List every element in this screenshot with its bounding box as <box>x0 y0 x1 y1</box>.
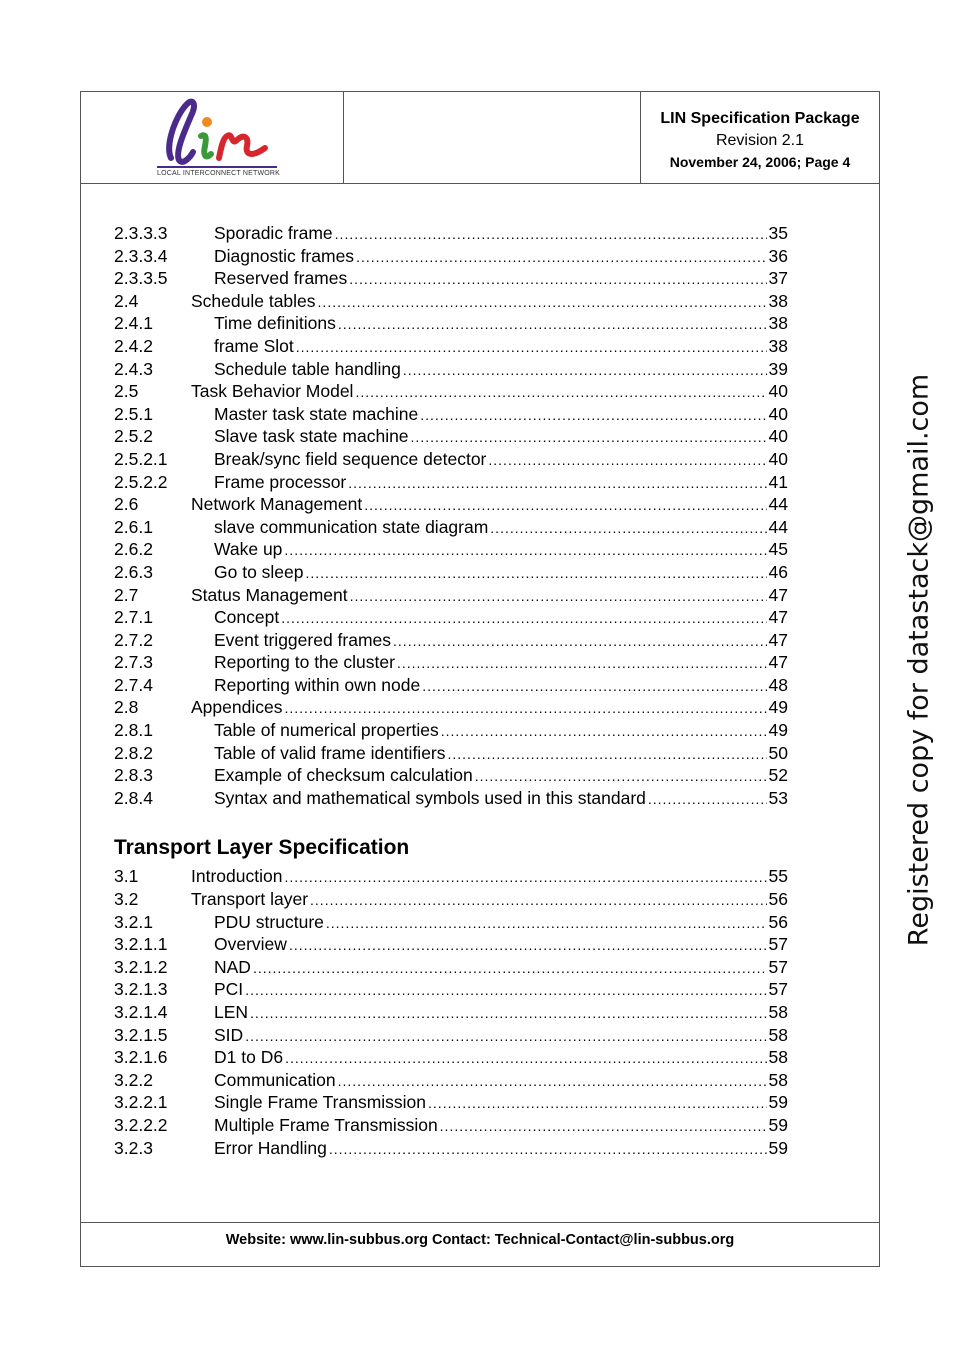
toc-leader-dots <box>350 585 767 608</box>
toc-entry-page: 49 <box>768 720 788 741</box>
toc-entry-line <box>214 1114 788 1138</box>
toc-leader-dots <box>441 720 767 743</box>
toc-entry-line <box>214 674 788 698</box>
toc-entry-page: 58 <box>768 1002 788 1022</box>
toc-entry-title: Task Behavior Model <box>191 381 354 402</box>
toc-entry[interactable] <box>114 719 788 742</box>
toc-entry-line <box>191 584 788 608</box>
toc-entry-title: Diagnostic frames <box>214 245 355 266</box>
toc-entry-page: 59 <box>768 1092 788 1113</box>
toc-entry-number: 3.2.1.5 <box>114 1024 168 1045</box>
toc-leader-dots <box>356 246 766 269</box>
toc-entry-page: 45 <box>768 539 788 560</box>
toc-leader-dots <box>428 1092 767 1115</box>
toc-entry-page: 44 <box>768 494 788 515</box>
toc-entry-line <box>214 606 788 630</box>
toc-leader-dots <box>289 934 767 957</box>
toc-list-part1 <box>114 222 788 809</box>
toc-entry-line <box>214 538 788 562</box>
toc-leader-dots <box>253 957 767 980</box>
toc-entry[interactable] <box>114 538 788 561</box>
toc-entry-page: 38 <box>768 335 788 356</box>
toc-entry-page: 57 <box>768 934 788 955</box>
toc-entry-page: 40 <box>768 448 788 469</box>
toc-entry-title: Appendices <box>191 697 283 718</box>
toc-entry-page: 46 <box>768 561 788 582</box>
toc-entry-number: 2.3.3.4 <box>114 245 168 266</box>
toc-entry-number: 2.6.3 <box>114 561 153 582</box>
toc-entry-title: Concept <box>214 607 280 628</box>
page-footer: Website: www.lin-subbus.org Contact: Technical-Contact@lin-subbus.org <box>81 1222 879 1267</box>
toc-leader-dots <box>355 381 766 404</box>
toc-entry[interactable] <box>114 1024 788 1047</box>
toc-entry-page: 40 <box>768 381 788 402</box>
toc-entry-number: 3.2.2.2 <box>114 1114 168 1135</box>
toc-entry[interactable] <box>114 312 788 335</box>
toc-entry[interactable] <box>114 978 788 1001</box>
toc-entry-title: frame Slot <box>214 335 294 356</box>
toc-entry-title: Reporting to the cluster <box>214 652 395 673</box>
toc-entry[interactable] <box>114 425 788 448</box>
toc-entry[interactable] <box>114 471 788 494</box>
section-heading: Transport Layer Specification <box>114 836 410 860</box>
toc-entry[interactable] <box>114 933 788 956</box>
toc-entry[interactable] <box>114 696 788 719</box>
toc-entry[interactable] <box>114 764 788 787</box>
toc-entry-line <box>214 651 788 675</box>
toc-entry-number: 2.6.1 <box>114 516 153 537</box>
toc-entry-title: Go to sleep <box>214 561 304 582</box>
lin-logo <box>157 96 277 170</box>
toc-leader-dots <box>349 268 766 291</box>
toc-entry-line <box>214 222 788 246</box>
toc-entry-number: 3.1 <box>114 866 139 887</box>
toc-list-part2 <box>114 865 788 1159</box>
toc-entry-line <box>191 888 788 912</box>
toc-entry-number: 2.8.1 <box>114 720 153 741</box>
toc-entry[interactable] <box>114 516 788 539</box>
toc-entry-title: Frame processor <box>214 471 347 492</box>
toc-entry-page: 58 <box>768 1069 788 1090</box>
toc-entry[interactable] <box>114 290 788 313</box>
toc-leader-dots <box>318 291 767 314</box>
header-info-cell <box>641 92 879 183</box>
toc-entry-title: Status Management <box>191 584 348 605</box>
toc-entry-title: Multiple Frame Transmission <box>214 1114 438 1135</box>
toc-entry-title: Break/sync field sequence detector <box>214 448 487 469</box>
toc-entry-line <box>214 1046 788 1070</box>
toc-entry-line <box>214 629 788 653</box>
toc-entry-number: 3.2.1.6 <box>114 1047 168 1068</box>
toc-entry-title: Sporadic frame <box>214 223 333 243</box>
toc-entry-page: 44 <box>768 516 788 537</box>
toc-entry[interactable] <box>114 865 788 888</box>
toc-entry-line <box>191 865 788 889</box>
toc-entry-page: 57 <box>768 979 788 1000</box>
toc-entry-page: 59 <box>768 1114 788 1135</box>
toc-entry-title: Event triggered frames <box>214 629 392 650</box>
toc-entry-line <box>214 978 788 1002</box>
toc-entry-number: 3.2.1.2 <box>114 956 168 977</box>
toc-leader-dots <box>250 1002 766 1025</box>
toc-entry-title: Table of valid frame identifiers <box>214 742 446 763</box>
package-title: LIN Specification Package <box>660 110 860 127</box>
registered-copy-watermark: Registered copy for datastack@gmail.com <box>903 373 935 947</box>
toc-entry-title: PDU structure <box>214 911 324 932</box>
toc-leader-dots <box>397 652 767 675</box>
toc-entry-number: 2.7.1 <box>114 607 153 628</box>
toc-entry-page: 48 <box>768 674 788 695</box>
toc-entry-number: 2.7.4 <box>114 674 153 695</box>
toc-entry-line <box>214 956 788 980</box>
date-page-label: November 24, 2006; Page 4 <box>669 154 851 170</box>
toc-leader-dots <box>440 1115 767 1138</box>
toc-leader-dots <box>306 562 767 585</box>
toc-entry-line <box>214 335 788 359</box>
toc-entry-number: 2.5.2.2 <box>114 471 168 492</box>
toc-entry-line <box>191 493 788 517</box>
toc-entry-line <box>214 1091 788 1115</box>
revision-label: Revision 2.1 <box>715 132 805 149</box>
toc-entry-page: 53 <box>768 787 788 808</box>
toc-entry-number: 3.2.2.1 <box>114 1092 168 1113</box>
toc-entry-page: 50 <box>768 742 788 763</box>
table-of-contents <box>114 222 788 1159</box>
toc-entry-number: 2.7.2 <box>114 629 153 650</box>
toc-entry-number: 2.4.3 <box>114 358 153 379</box>
toc-leader-dots <box>422 675 766 698</box>
toc-entry-title: Time definitions <box>214 313 336 334</box>
toc-entry-line <box>214 719 788 743</box>
toc-entry-title: Master task state machine <box>214 403 419 424</box>
toc-entry[interactable] <box>114 1137 788 1160</box>
toc-entry-number: 2.8.4 <box>114 787 153 808</box>
toc-entry-page: 59 <box>768 1137 788 1158</box>
toc-entry[interactable] <box>114 674 788 697</box>
toc-entry-page: 56 <box>768 889 788 910</box>
toc-entry-number: 3.2.1.3 <box>114 979 168 1000</box>
toc-entry-title: Communication <box>214 1069 336 1090</box>
toc-entry[interactable] <box>114 1114 788 1137</box>
toc-entry-page: 49 <box>768 697 788 718</box>
toc-leader-dots <box>403 359 767 382</box>
toc-leader-dots <box>448 743 767 766</box>
toc-entry[interactable] <box>114 358 788 381</box>
toc-entry-title: Wake up <box>214 539 283 560</box>
toc-entry-line <box>191 696 788 720</box>
toc-entry-number: 2.8 <box>114 697 139 718</box>
toc-entry-title: Introduction <box>191 866 283 887</box>
toc-leader-dots <box>338 313 767 336</box>
toc-leader-dots <box>281 607 766 630</box>
toc-entry-page: 58 <box>768 1024 788 1045</box>
toc-entry[interactable] <box>114 267 788 290</box>
toc-entry[interactable] <box>114 742 788 765</box>
toc-leader-dots <box>393 630 767 653</box>
toc-entry[interactable] <box>114 956 788 979</box>
toc-entry-line <box>191 290 788 314</box>
toc-leader-dots <box>284 539 766 562</box>
toc-entry[interactable] <box>114 493 788 516</box>
toc-entry-number: 2.4 <box>114 290 139 311</box>
toc-entry-title: Schedule tables <box>191 290 316 311</box>
toc-entry-number: 2.5.2 <box>114 426 153 447</box>
toc-entry-number: 3.2.1.4 <box>114 1002 168 1022</box>
toc-entry-number: 3.2 <box>114 889 139 910</box>
toc-entry-title: Syntax and mathematical symbols used in this standard <box>214 787 646 808</box>
toc-entry-line <box>214 911 788 935</box>
toc-entry-page: 47 <box>768 607 788 628</box>
toc-entry-line <box>214 516 788 540</box>
toc-entry-page: 39 <box>768 358 788 379</box>
toc-entry-line <box>214 1001 788 1025</box>
toc-leader-dots <box>364 494 766 517</box>
toc-entry-number: 2.7 <box>114 584 139 605</box>
toc-entry[interactable] <box>114 1091 788 1114</box>
toc-entry-page: 35 <box>768 223 788 243</box>
toc-entry[interactable] <box>114 629 788 652</box>
toc-leader-dots <box>411 426 767 449</box>
toc-entry-title: Transport layer <box>191 889 309 910</box>
toc-entry-page: 40 <box>768 403 788 424</box>
toc-leader-dots <box>329 1138 767 1161</box>
toc-entry-line <box>214 267 788 291</box>
toc-entry-line <box>214 425 788 449</box>
toc-leader-dots <box>648 788 767 811</box>
toc-leader-dots <box>348 472 766 495</box>
toc-entry-number: 2.5.1 <box>114 403 153 424</box>
toc-entry-number: 2.5.2.1 <box>114 448 168 469</box>
toc-entry-number: 2.4.2 <box>114 335 153 356</box>
toc-entry[interactable] <box>114 1001 788 1024</box>
toc-leader-dots <box>490 517 766 540</box>
toc-entry-line <box>214 764 788 788</box>
toc-entry-title: D1 to D6 <box>214 1047 284 1068</box>
toc-entry-number: 3.2.1 <box>114 911 153 932</box>
toc-leader-dots <box>296 336 767 359</box>
logo-cell <box>81 92 344 183</box>
toc-entry[interactable] <box>114 245 788 268</box>
toc-entry-number: 2.3.3.3 <box>114 223 168 243</box>
toc-entry-title: NAD <box>214 956 251 977</box>
toc-entry-line <box>214 358 788 382</box>
toc-entry-page: 56 <box>768 911 788 932</box>
toc-entry-number: 2.3.3.5 <box>114 268 168 289</box>
toc-entry-line <box>191 380 788 404</box>
toc-entry[interactable] <box>114 561 788 584</box>
toc-leader-dots <box>285 1047 766 1070</box>
toc-entry-title: Slave task state machine <box>214 426 409 447</box>
toc-entry-title: Schedule table handling <box>214 358 401 379</box>
toc-entry-page: 41 <box>768 471 788 492</box>
toc-entry-line <box>214 1069 788 1093</box>
toc-leader-dots <box>245 1025 766 1048</box>
toc-entry[interactable] <box>114 335 788 358</box>
logo-caption: LOCAL INTERCONNECT NETWORK <box>157 170 281 177</box>
toc-entry[interactable] <box>114 380 788 403</box>
toc-entry-title: Reserved frames <box>214 268 348 289</box>
toc-entry-title: LEN <box>214 1002 249 1022</box>
toc-entry-line <box>214 561 788 585</box>
toc-entry-title: Table of numerical properties <box>214 720 439 741</box>
toc-entry[interactable] <box>114 888 788 911</box>
toc-entry-page: 36 <box>768 245 788 266</box>
toc-entry-page: 47 <box>768 629 788 650</box>
toc-entry-number: 2.5 <box>114 381 139 402</box>
toc-entry-title: PCI <box>214 979 244 1000</box>
toc-entry-number: 2.8.2 <box>114 742 153 763</box>
toc-entry-line <box>214 312 788 336</box>
toc-entry[interactable] <box>114 448 788 471</box>
toc-entry-number: 2.6.2 <box>114 539 153 560</box>
toc-entry-page: 38 <box>768 313 788 334</box>
toc-entry[interactable] <box>114 911 788 934</box>
toc-entry-number: 2.6 <box>114 494 139 515</box>
toc-entry-line <box>214 448 788 472</box>
toc-entry-line <box>214 245 788 269</box>
toc-entry-page: 38 <box>768 290 788 311</box>
toc-leader-dots <box>338 1070 767 1093</box>
page-frame <box>80 91 880 1267</box>
toc-leader-dots <box>420 404 766 427</box>
toc-leader-dots <box>284 697 766 720</box>
toc-entry-line <box>214 1024 788 1048</box>
toc-entry-title: Error Handling <box>214 1137 327 1158</box>
toc-entry[interactable] <box>114 651 788 674</box>
toc-entry[interactable] <box>114 403 788 426</box>
toc-entry-page: 40 <box>768 426 788 447</box>
toc-entry-page: 55 <box>768 866 788 887</box>
header-blank-cell <box>344 92 641 183</box>
toc-entry-line <box>214 933 788 957</box>
toc-entry-title: Reporting within own node <box>214 674 421 695</box>
toc-entry-title: Example of checksum calculation <box>214 765 473 786</box>
toc-entry-page: 47 <box>768 584 788 605</box>
toc-entry-title: Network Management <box>191 494 363 515</box>
toc-entry-line <box>214 742 788 766</box>
toc-entry-number: 2.4.1 <box>114 313 153 334</box>
toc-entry-number: 3.2.2 <box>114 1069 153 1090</box>
toc-leader-dots <box>335 223 767 246</box>
toc-entry-number: 2.8.3 <box>114 765 153 786</box>
toc-entry-title: Overview <box>214 934 287 955</box>
toc-entry-title: Single Frame Transmission <box>214 1092 427 1113</box>
toc-leader-dots <box>475 765 767 788</box>
toc-entry-line <box>214 471 788 495</box>
page-header <box>81 92 879 184</box>
toc-entry-number: 3.2.1.1 <box>114 934 168 955</box>
toc-entry-number: 2.7.3 <box>114 652 153 673</box>
toc-entry-page: 37 <box>768 268 788 289</box>
toc-entry-page: 57 <box>768 956 788 977</box>
toc-leader-dots <box>284 866 766 889</box>
toc-leader-dots <box>326 912 767 935</box>
toc-entry-title: slave communication state diagram <box>214 516 489 537</box>
toc-entry-title: SID <box>214 1024 244 1045</box>
toc-entry[interactable] <box>114 1046 788 1069</box>
toc-entry-page: 47 <box>768 652 788 673</box>
toc-entry[interactable] <box>114 606 788 629</box>
toc-entry[interactable] <box>114 787 788 810</box>
toc-entry-page: 52 <box>768 765 788 786</box>
toc-leader-dots <box>245 979 766 1002</box>
toc-entry-line <box>214 1137 788 1161</box>
toc-entry-line <box>214 787 788 811</box>
toc-entry[interactable] <box>114 1069 788 1092</box>
toc-entry-page: 58 <box>768 1047 788 1068</box>
toc-leader-dots <box>310 889 767 912</box>
toc-leader-dots <box>488 449 766 472</box>
toc-entry[interactable] <box>114 222 788 245</box>
toc-entry-number: 3.2.3 <box>114 1137 153 1158</box>
toc-entry[interactable] <box>114 584 788 607</box>
toc-entry-line <box>214 403 788 427</box>
